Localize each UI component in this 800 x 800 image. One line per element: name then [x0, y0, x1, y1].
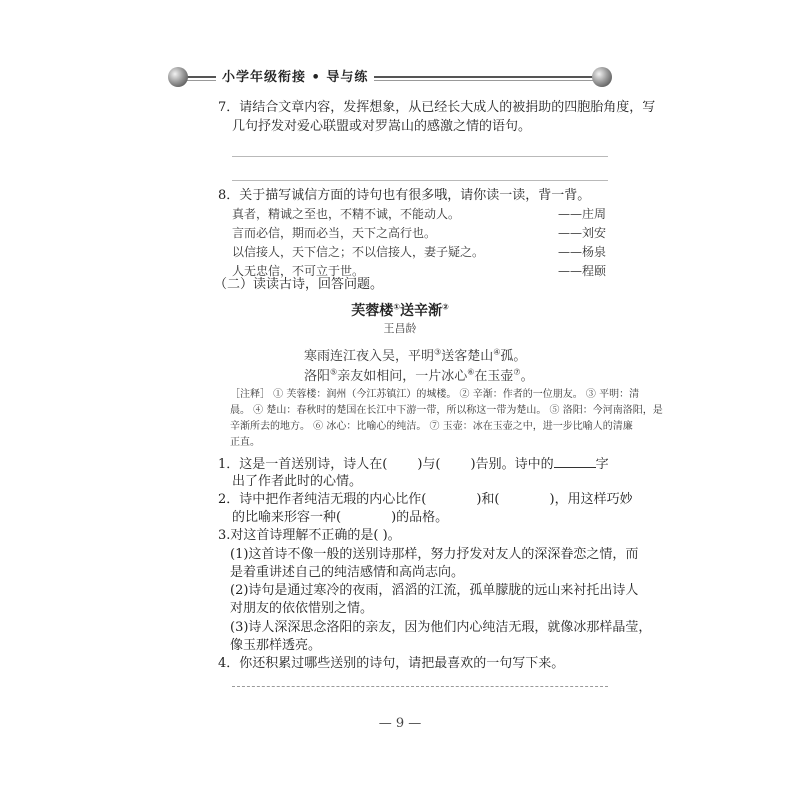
poem-text: 孤。	[500, 349, 527, 364]
poem-line-2	[304, 368, 534, 386]
poem-text: 送客楚山	[441, 349, 494, 364]
question-text: )，用这样巧妙	[549, 492, 633, 507]
poem-note-line: 正直。	[230, 437, 260, 448]
answer-line[interactable]	[232, 180, 608, 181]
poem-text: 洛阳	[304, 369, 331, 384]
question-3-option: 是着重讲述自己的纯洁感情和高尚志向。	[230, 565, 465, 580]
question-text: 1．这是一首送别诗，诗人在(	[218, 457, 388, 472]
header-ball-right-icon	[592, 67, 612, 87]
question-1-line1	[218, 455, 609, 474]
answer-line[interactable]	[232, 686, 608, 687]
question-text: )和(	[476, 492, 500, 507]
question-text: )告别。诗中的	[470, 457, 554, 472]
poem-text: 在玉壶	[474, 369, 514, 384]
footnote-mark: ④	[493, 347, 501, 357]
question-3-option: (2)诗句是通过寒冷的夜雨，滔滔的江流，孤单朦胧的远山来衬托出诗人	[230, 583, 639, 598]
footnote-mark: ①	[393, 302, 400, 312]
poem-text: 寒雨连江夜入吴，平明	[304, 349, 435, 364]
quote-author: ——刘安	[558, 226, 607, 240]
poem-text: 亲友如相问，一片冰心	[337, 369, 468, 384]
footnote-mark: ②	[442, 302, 449, 312]
footnote-mark: ⑥	[467, 367, 475, 377]
quote-author: ——杨泉	[558, 245, 607, 259]
footnote-mark: ⑦	[513, 367, 521, 377]
poem-note-line: 晨。 ④ 楚山：春秋时的楚国在长江中下游一带，所以称这一带为楚山。 ⑤ 洛阳：今河南洛阳，是	[230, 405, 663, 416]
quote-text: 以信接人，天下信之；不以信接人，妻子疑之。	[232, 245, 485, 259]
question-text: )与(	[417, 457, 441, 472]
page-number: — 9 —	[378, 716, 422, 731]
footnote-mark: ③	[434, 347, 442, 357]
quote-author: ——程颐	[558, 264, 607, 278]
poem-title	[0, 300, 800, 320]
question-text: 字	[595, 457, 609, 472]
footnote-mark: ⑤	[330, 367, 338, 377]
header-ball-left-icon	[168, 67, 188, 87]
quote-text: 人无忠信，不可立于世。	[232, 264, 365, 278]
question-2-line2	[232, 509, 448, 527]
question-text: 的比喻来形容一种(	[232, 510, 342, 525]
quote-text: 真者，精诚之至也，不精不诚，不能动人。	[232, 207, 461, 221]
page-header	[176, 66, 604, 88]
question-3-option: (3)诗人深深思念洛阳的亲友，因为他们内心纯洁无瑕，就像冰那样晶莹，	[230, 620, 652, 635]
question-2-line1	[218, 491, 633, 509]
question-3-option: 像玉那样透亮。	[230, 638, 322, 653]
poem-note-line: 辛渐所去的地方。 ⑥ 冰心：比喻心的纯洁。 ⑦ 玉壶：冰在玉壶之中，进一步比喻人的清廉	[230, 421, 633, 432]
quote-text: 言而必信，期而必当，天下之高行也。	[232, 226, 437, 240]
poem-line-1	[304, 348, 526, 366]
question-text: )的品格。	[391, 510, 449, 525]
question-3-option: 对朋友的依依惜别之情。	[230, 601, 374, 616]
poem-note-line: ［注释］ ① 芙蓉楼：润州（今江苏镇江）的城楼。 ② 辛渐：作者的一位朋友。 ③ 平明：清	[230, 389, 640, 400]
poem-author: 王昌龄	[383, 322, 417, 335]
question-text: 2．诗中把作者纯洁无瑕的内心比作(	[218, 492, 427, 507]
section-heading: （二）读读古诗，回答问题。	[214, 277, 384, 292]
answer-blank[interactable]	[554, 455, 596, 468]
question-4: 4．你还积累过哪些送别的诗句，请把最喜欢的一句写下来。	[218, 656, 565, 671]
quote-author: ——庄周	[558, 207, 607, 221]
poem-title-part1: 芙蓉楼	[351, 303, 394, 319]
answer-line[interactable]	[232, 156, 608, 157]
header-title: 小学年级衔接 • 导与练	[216, 66, 374, 85]
question-1-line2: 出了作者此时的心情。	[232, 474, 363, 489]
question-3-stem: 3.对这首诗理解不正确的是( )。	[218, 528, 401, 543]
q8-intro: 8．关于描写诚信方面的诗句也有很多哦，请你读一读，背一背。	[218, 188, 591, 203]
poem-title-part2: 送辛渐	[400, 303, 442, 319]
question-3-option: (1)这首诗不像一般的送别诗那样，努力抒发对友人的深深眷恋之情，而	[230, 547, 639, 562]
q7-line2: 几句抒发对爱心联盟或对罗嵩山的感激之情的语句。	[232, 119, 532, 134]
q7-line1: 7．请结合文章内容，发挥想象，从已经长大成人的被捐助的四胞胎角度，写	[218, 100, 656, 115]
poem-text: 。	[520, 369, 534, 384]
